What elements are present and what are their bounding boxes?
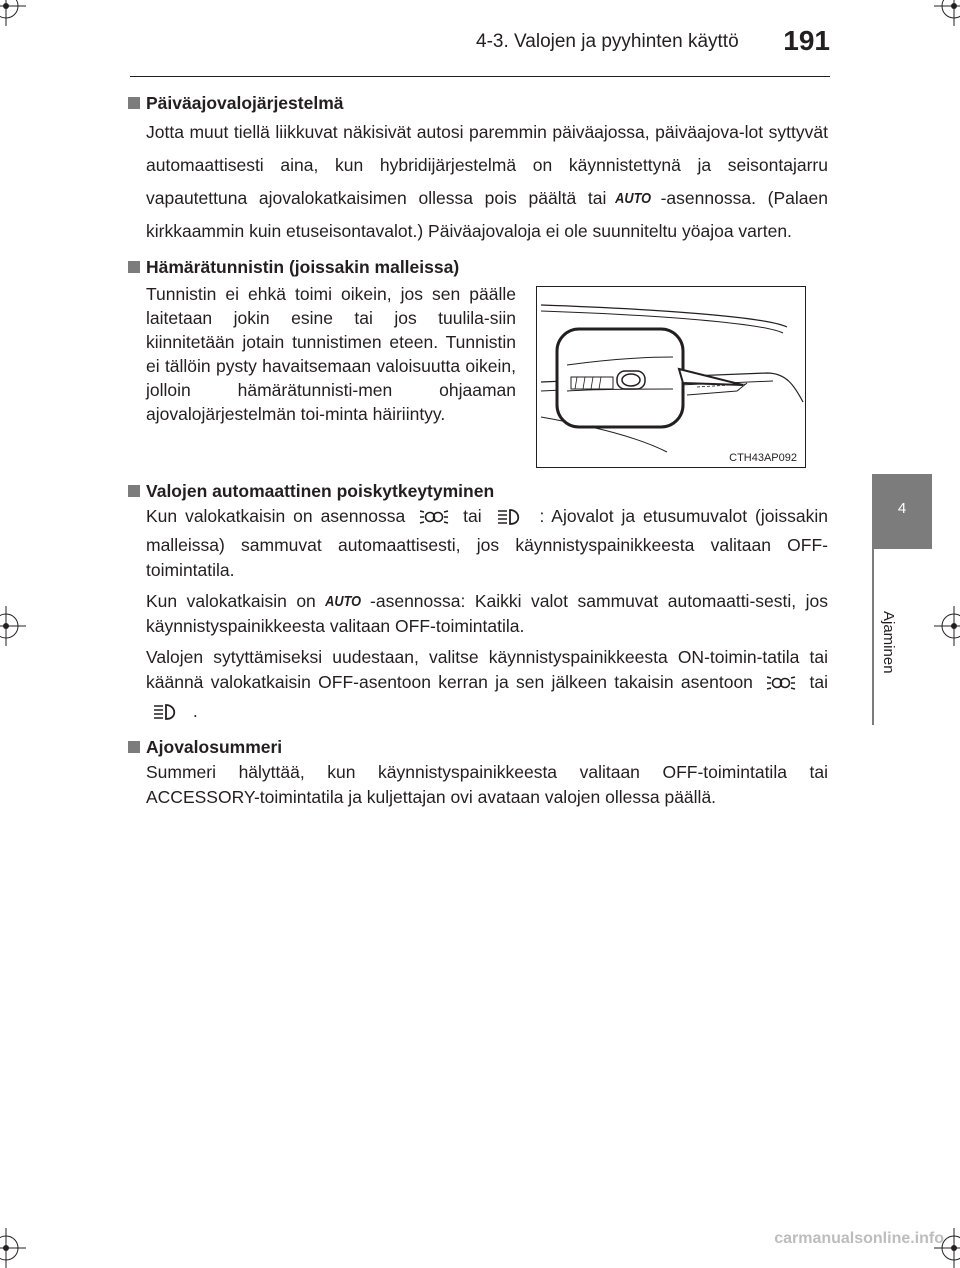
section-title: 4-3. Valojen ja pyyhinten käyttö: [476, 31, 739, 52]
section-headlight-buzzer: [128, 734, 828, 810]
headlight-icon: [152, 703, 182, 728]
tail-light-icon: [419, 508, 449, 533]
square-bullet-icon: [128, 485, 140, 497]
auto-position-icon: AUTO: [615, 190, 652, 207]
page-header: [130, 22, 830, 78]
chapter-tab: [872, 474, 932, 549]
section-heading: Hämärätunnistin (joissakin malleissa): [128, 254, 828, 280]
registration-mark-mid-right: [934, 606, 960, 646]
sensor-figure: [536, 286, 806, 468]
page-content: [128, 90, 828, 816]
chapter-label: Ajaminen: [880, 611, 897, 674]
header-rule: [130, 76, 830, 77]
page-number: 191: [783, 25, 830, 56]
headlight-icon: [496, 508, 526, 533]
square-bullet-icon: [128, 97, 140, 109]
section-heading: Ajovalosummeri: [128, 734, 828, 760]
section-paragraph: Kun valokatkaisin on asennossa tai : Ajovalot ja etusumuvalot (joissakin malleissa) sammuvat automaattisesti, jos käynnistyspainikkeesta valitaan OFF-toimintatila.: [146, 506, 828, 580]
section-paragraph: Jotta muut tiellä liikkuvat näkisivät autosi paremmin päiväajossa, päiväajova-lot syttyvät automaattisesti aina, kun hybridijärjestelmä on käynnistettynä ja seisontajarru vapautettuna ajovalokatkaisimen ollessa pois päältä tai AUTO -asennossa. (Palaen kirkkaammin kuin etuseisontavalot.) Päiväajovaloja ei ole suunniteltu yöajoa varten.: [146, 122, 828, 241]
registration-mark-top-left: [0, 0, 26, 26]
section-heading: Päiväajovalojärjestelmä: [128, 90, 828, 116]
section-daytime-running-lights: [128, 90, 828, 248]
registration-mark-top-right: [934, 0, 960, 26]
section-paragraph: Kun valokatkaisin on AUTO -asennossa: Kaikki valot sammuvat automaatti-sesti, jos käynnistyspainikkeesta valitaan OFF-toimintatila.: [146, 591, 828, 636]
section-heading: Valojen automaattinen poiskytkeytyminen: [128, 478, 828, 504]
square-bullet-icon: [128, 261, 140, 273]
section-paragraph: Valojen sytyttämiseksi uudestaan, valitse käynnistyspainikkeesta ON-toimin-tatila tai käännä valokatkaisin OFF-asentoon kerran ja sen jälkeen takaisin asentoon tai .: [146, 645, 828, 728]
chapter-number: 4: [897, 500, 907, 517]
registration-mark-bottom-left: [0, 1228, 26, 1268]
auto-position-icon: AUTO: [324, 593, 361, 610]
figure-id: CTH43AP092: [729, 452, 797, 464]
section-light-sensor: [128, 254, 828, 464]
registration-mark-mid-left: [0, 606, 26, 646]
tail-light-icon: [766, 674, 796, 699]
section-auto-light-off: [128, 478, 828, 728]
dashboard-sensor-illustration: [537, 287, 805, 467]
section-paragraph: Tunnistin ei ehkä toimi oikein, jos sen päälle laitetaan jokin esine tai jos tuulila-siin kiinnitetään jotain tunnistimen eteen. Tunnistin ei tällöin pysty havaitsemaan valoisuutta oikein, jolloin hämärätunnisti-men ohjaaman ajovalojärjestelmän toi-minta häiriintyy.: [146, 284, 516, 424]
chapter-tab-label-box: [872, 549, 932, 725]
watermark: carmanualsonline.info: [774, 1230, 944, 1247]
section-paragraph: Summeri hälyttää, kun käynnistyspainikkeesta valitaan OFF-toimintatila tai ACCESSORY-toimintatila ja kuljettajan ovi avataan valojen ollessa päällä.: [146, 762, 828, 807]
square-bullet-icon: [128, 741, 140, 753]
